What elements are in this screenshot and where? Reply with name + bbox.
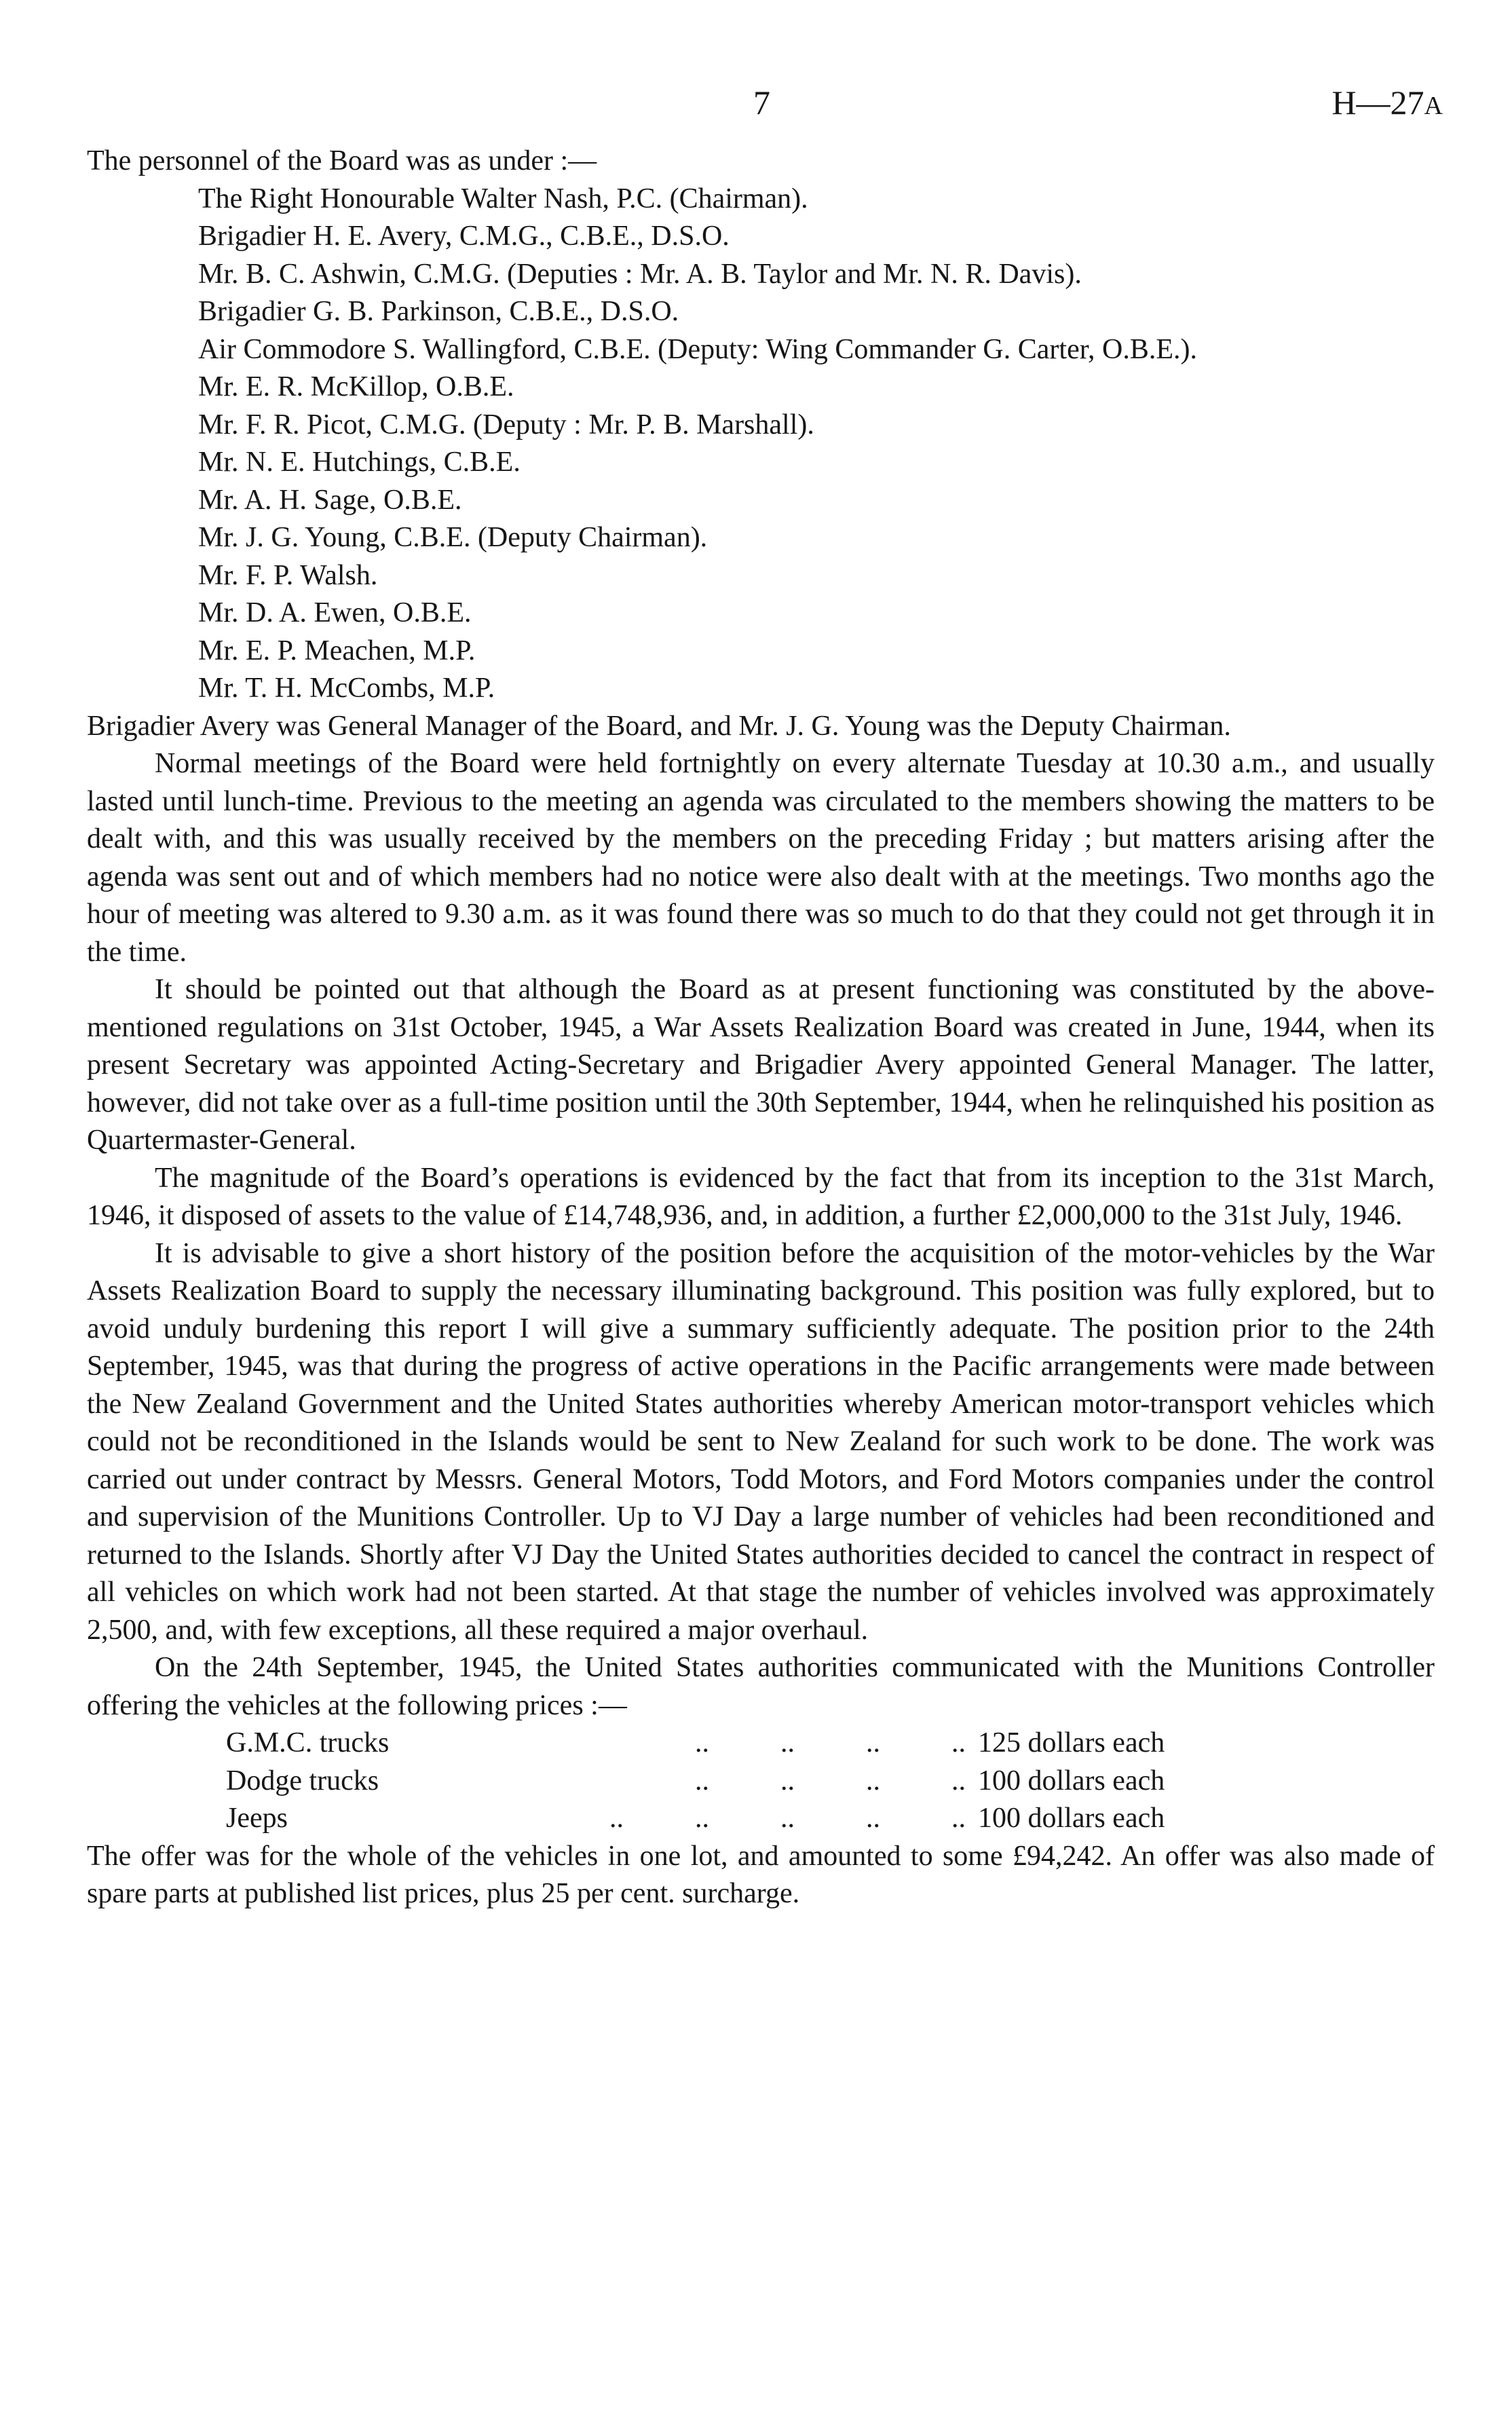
personnel-list — [87, 181, 1435, 708]
document-page — [87, 80, 1443, 1913]
paragraph-meetings: Normal meetings of the Board were held fortnightly on every alternate Tuesday at 10.30 a.m., and usually lasted until lunch-time. Previous to the meeting an agenda was circulated to the members showing the matters to be dealt with, and this was usually received by the members on the preceding Friday ; but matters arising after the agenda was sent out and of which members had no notice were also dealt with at the meetings. Two months ago the hour of meeting was altered to 9.30 a.m. as it was found there was so much to do that they could not get through it in the time. — [87, 748, 1435, 968]
report-code — [1331, 83, 1443, 122]
report-code-suffix: A — [1424, 92, 1443, 120]
document-body — [87, 143, 1435, 1913]
price-value: 100 dollars each — [978, 1803, 1165, 1834]
price-item: Dodge trucks — [226, 1765, 379, 1796]
paragraph-general-manager: Brigadier Avery was General Manager of the Board, and Mr. J. G. Young was the Deputy Chairman. — [87, 710, 1231, 742]
price-leader: .. .. .. .. — [695, 1727, 966, 1758]
price-item: G.M.C. trucks — [226, 1727, 390, 1758]
personnel-entry: Mr. E. P. Meachen, M.P. — [198, 635, 476, 666]
personnel-entry: Mr. J. G. Young, C.B.E. (Deputy Chairman). — [198, 522, 708, 553]
personnel-entry: Mr. T. H. McCombs, M.P. — [198, 673, 495, 704]
personnel-entry: Brigadier H. E. Avery, C.M.G., C.B.E., D.S.O. — [198, 221, 730, 252]
personnel-intro: The personnel of the Board was as under :— — [87, 145, 597, 176]
personnel-entry: Mr. F. R. Picot, C.M.G. (Deputy : Mr. P. B. Marshall). — [198, 409, 814, 440]
paragraph-offer-intro: On the 24th September, 1945, the United States authorities communicated with the Munitions Controller offering the vehicles at the following prices :— — [87, 1652, 1435, 1721]
page-header — [87, 80, 1443, 143]
personnel-entry: Mr. D. A. Ewen, O.B.E. — [198, 597, 472, 628]
price-row — [226, 1763, 1165, 1801]
paragraph-board-history: It should be pointed out that although the Board as at present functioning was constituted by the above-mentioned regulations on 31st October, 1945, a War Assets Realization Board was created in June, 1944, when its present Secretary was appointed Acting-Secretary and Brigadier Avery appointed General Manager. The latter, however, did not take over as a full-time position until the 30th September, 1944, when he relinquished his position as Quartermaster-General. — [87, 974, 1435, 1156]
price-row — [226, 1725, 1165, 1763]
report-code-main: H—27 — [1331, 83, 1424, 121]
paragraph-offer-total: The offer was for the whole of the vehicles in one lot, and amounted to some £94,242. An offer was also made of spare parts at published list prices, plus 25 per cent. surcharge. — [87, 1840, 1435, 1909]
personnel-entry: Mr. A. H. Sage, O.B.E. — [198, 484, 462, 516]
personnel-entry: Brigadier G. B. Parkinson, C.B.E., D.S.O. — [198, 296, 679, 327]
personnel-entry: The Right Honourable Walter Nash, P.C. (Chairman). — [198, 183, 808, 214]
personnel-entry: Mr. E. R. McKillop, O.B.E. — [198, 371, 514, 402]
paragraph-vehicle-background: It is advisable to give a short history of the position before the acquisition of the motor-vehicles by the War Assets Realization Board to supply the necessary illuminating background. This position was fully explored, but to avoid unduly burdening this report I will give a summary sufficiently adequate. The position prior to the 24th September, 1945, was that during the progress of active operations in the Pacific arrangements were made between the New Zealand Government and the United States authorities whereby American motor-transport vehicles which could not be reconditioned in the Islands would be sent to New Zealand for such work to be done. The work was carried out under contract by Messrs. General Motors, Todd Motors, and Ford Motors companies under the control and supervision of the Munitions Controller. Up to VJ Day a large number of vehicles had been reconditioned and returned to the Islands. Shortly after VJ Day the United States authorities decided to cancel the contract in respect of all vehicles on which work had not been started. At that stage the number of vehicles involved was approximately 2,500, and, with few exceptions, all these required a major overhaul. — [87, 1237, 1435, 1646]
personnel-entry: Mr. N. E. Hutchings, C.B.E. — [198, 447, 521, 478]
personnel-entry: Mr. B. C. Ashwin, C.M.G. (Deputies : Mr. A. B. Taylor and Mr. N. R. Davis). — [198, 258, 1082, 290]
personnel-entry: Air Commodore S. Wallingford, C.B.E. (Deputy: Wing Commander G. Carter, O.B.E.). — [198, 333, 1198, 365]
page-number: 7 — [753, 83, 770, 121]
price-value: 100 dollars each — [978, 1765, 1165, 1796]
personnel-entry: Mr. F. P. Walsh. — [198, 559, 378, 591]
paragraph-operations-magnitude: The magnitude of the Board’s operations is evidenced by the fact that from its inception to the 31st March, 1946, it disposed of assets to the value of £14,748,936, and, in addition, a further £2,000,000 to the 31st July, 1946. — [87, 1162, 1435, 1231]
price-leader: .. .. .. .. .. — [609, 1803, 966, 1834]
price-leader: .. .. .. .. — [695, 1765, 966, 1796]
price-item: Jeeps — [226, 1803, 288, 1834]
price-row — [226, 1800, 1165, 1838]
price-table — [226, 1725, 1165, 1838]
price-value: 125 dollars each — [978, 1727, 1165, 1758]
